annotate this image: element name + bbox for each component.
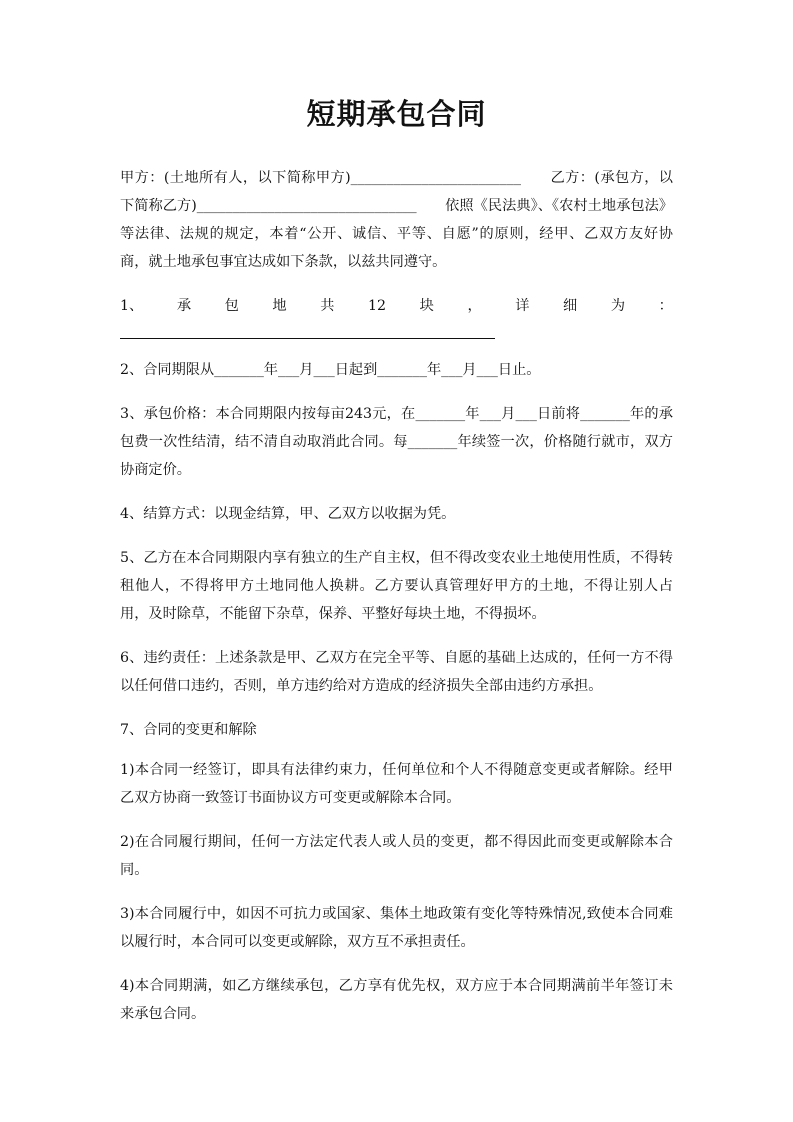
clause-6: 6、违约责任：上述条款是甲、乙双方在完全平等、自愿的基础上达成的，任何一方不得以任何借口违约，否则，单方违约给对方造成的经济损失全部由违约方承担。: [120, 650, 673, 694]
document-title: 短期承包合同: [306, 97, 487, 131]
clause-1-part: 12: [368, 298, 387, 314]
clause-1-blank-line: [120, 311, 495, 339]
clause-1-part: 为: [610, 298, 626, 314]
clause-1-part: 承: [176, 298, 192, 314]
document-body: [120, 164, 673, 1044]
clause-1-part: 块: [419, 298, 434, 314]
clause-7-item: 3)本合同履行中，如因不可抗力或国家、集体土地政策有变化等特殊情况,致使本合同难以履行时，本合同可以变更或解除，双方互不承担责任。: [120, 906, 673, 950]
clause-1-part: 地: [272, 298, 287, 314]
clause-3: 3、承包价格：本合同期限内按每亩243元，在_______年___月___日前将_______年的承包费一次性结清，结不清自动取消此合同。每_______年续签一次，价格随行就市，双方协商定价。: [120, 406, 673, 478]
clause-1-part: ：: [658, 298, 673, 314]
intro-paragraph: 甲方：(土地所有人，以下简称甲方)________________________ 乙方：(承包方，以下简称乙方)_______________________________ 依照《民法典》、《农村土地承包法》等法律、法规的规定，本着“公开、诚信、平等、自愿”的原则，经甲、乙双方友好协商，就土地承包事宜达成如下条款，以兹共同遵守。: [120, 170, 673, 270]
clause-7-item: 1)本合同一经签订，即具有法律约束力，任何单位和个人不得随意变更或者解除。经甲乙双方协商一致签订书面协议方可变更或解除本合同。: [120, 762, 673, 806]
clause-7-item: 2)在合同履行期间，任何一方法定代表人或人员的变更，都不得因此而变更或解除本合同。: [120, 834, 673, 878]
clause-2: 2、合同期限从_______年___月___日起到_______年___月___日止。: [120, 362, 541, 378]
clause-7-item: 4)本合同期满，如乙方继续承包，乙方享有优先权，双方应于本合同期满前半年签订未来承包合同。: [120, 978, 673, 1022]
clause-1-part: 详: [515, 298, 530, 314]
clause-1-part: 包: [224, 298, 239, 314]
clause-1-part: 共: [320, 298, 335, 314]
clause-1-part: ，: [467, 298, 482, 314]
clause-7-title: 7、合同的变更和解除: [120, 722, 257, 738]
clause-4: 4、结算方式：以现金结算，甲、乙双方以收据为凭。: [120, 506, 456, 522]
clause-1-part: 1、: [120, 298, 144, 314]
clause-1-part: 细: [563, 298, 578, 314]
clause-5: 5、乙方在本合同期限内享有独立的生产自主权，但不得改变农业土地使用性质，不得转租他人，不得将甲方土地同他人换耕。乙方要认真管理好甲方的土地，不得让别人占用，及时除草，不能留下杂草，保养、平整好每块土地，不得损坏。: [120, 550, 673, 622]
